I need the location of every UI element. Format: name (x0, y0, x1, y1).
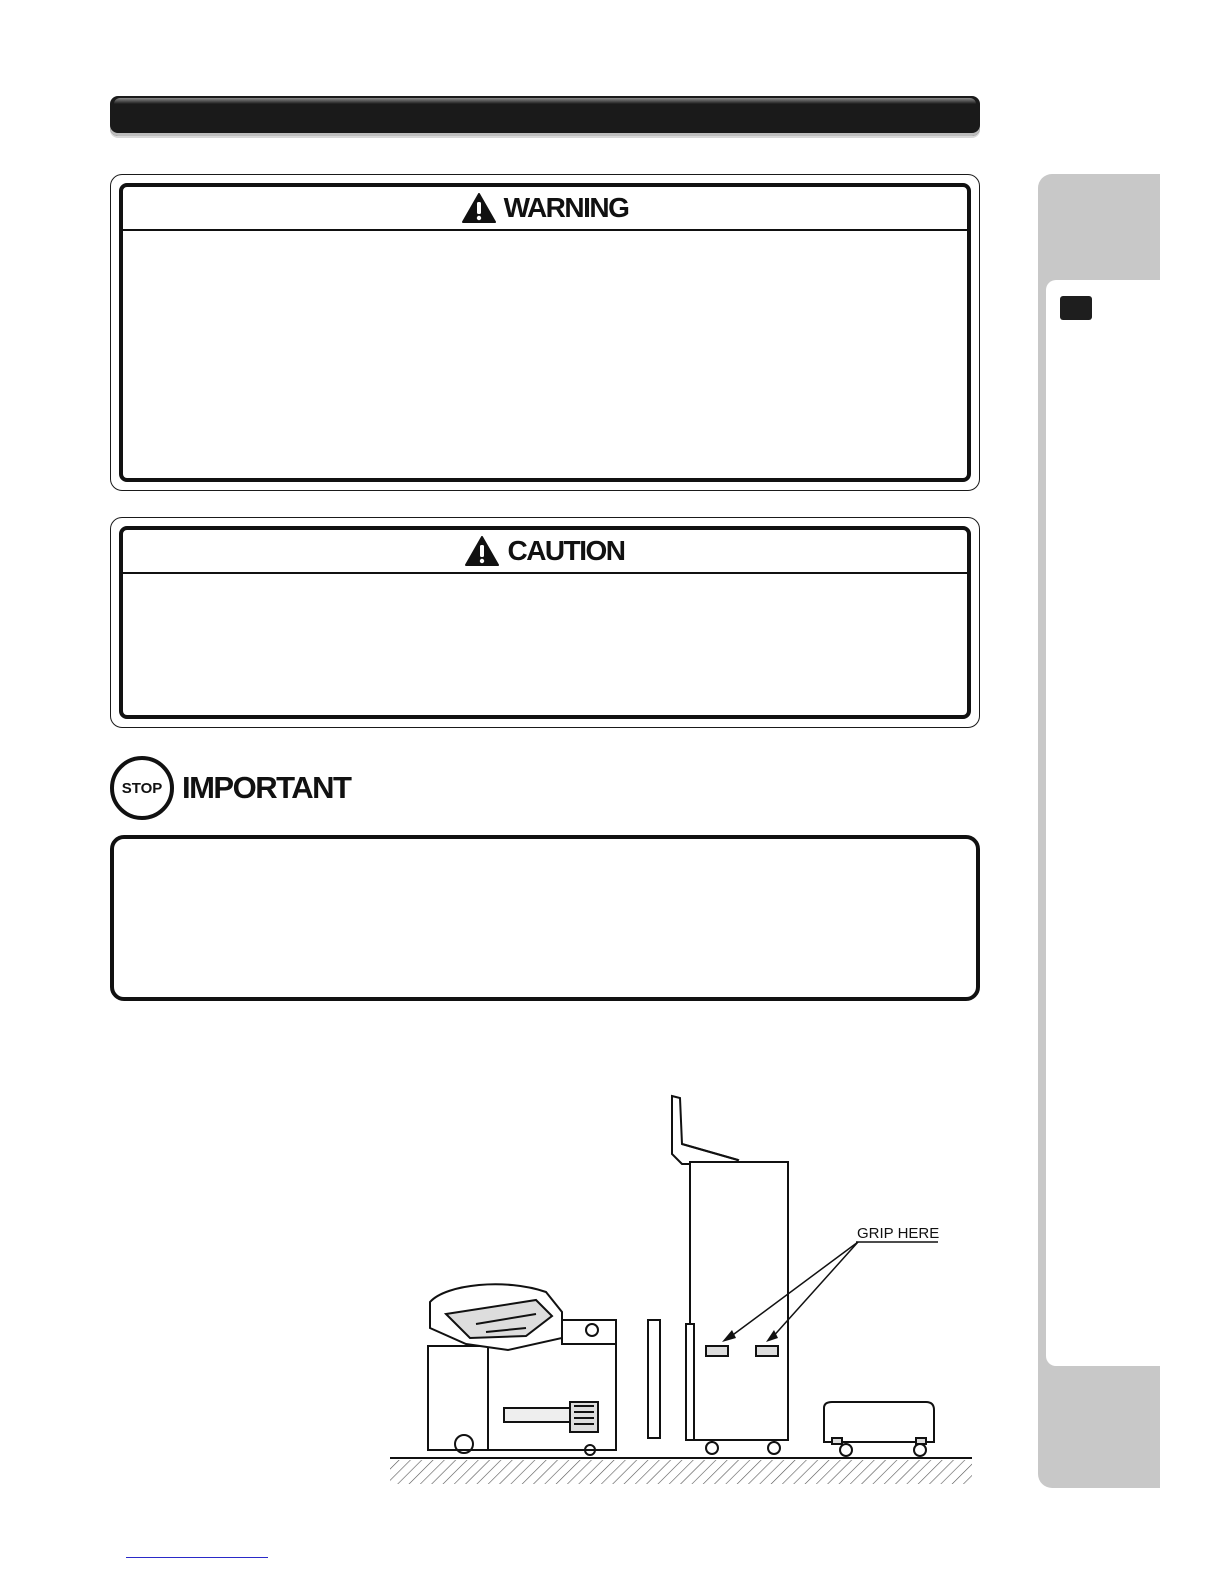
important-box (110, 835, 980, 1001)
chapter-marker (1060, 296, 1092, 320)
warning-frame (119, 183, 971, 482)
section-header-bar (110, 96, 980, 136)
floor-hatch (390, 1458, 972, 1484)
gun-cabinet-drawing (428, 1284, 616, 1455)
side-panel-drawing (648, 1320, 660, 1438)
caution-frame (119, 526, 971, 719)
warning-title: WARNING (503, 192, 629, 223)
caution-box (110, 517, 980, 728)
cabinet-illustration (386, 1088, 976, 1488)
caution-header (123, 530, 967, 574)
caution-title: CAUTION (507, 535, 625, 566)
grip-here-label: GRIP HERE (857, 1225, 940, 1242)
stop-label: STOP (121, 779, 163, 797)
side-tab-panel (1046, 280, 1160, 1366)
important-heading (110, 756, 350, 820)
stop-sign-icon (110, 756, 174, 820)
seat-base-drawing (824, 1402, 934, 1456)
footer-link-underline (126, 1557, 268, 1558)
warning-triangle-icon (465, 536, 499, 566)
warning-header (123, 187, 967, 231)
screen-cabinet-drawing (672, 1096, 788, 1454)
chapter-side-tab (1038, 174, 1160, 1488)
warning-box (110, 174, 980, 491)
important-title: IMPORTANT (182, 770, 351, 805)
warning-triangle-icon (462, 193, 496, 223)
